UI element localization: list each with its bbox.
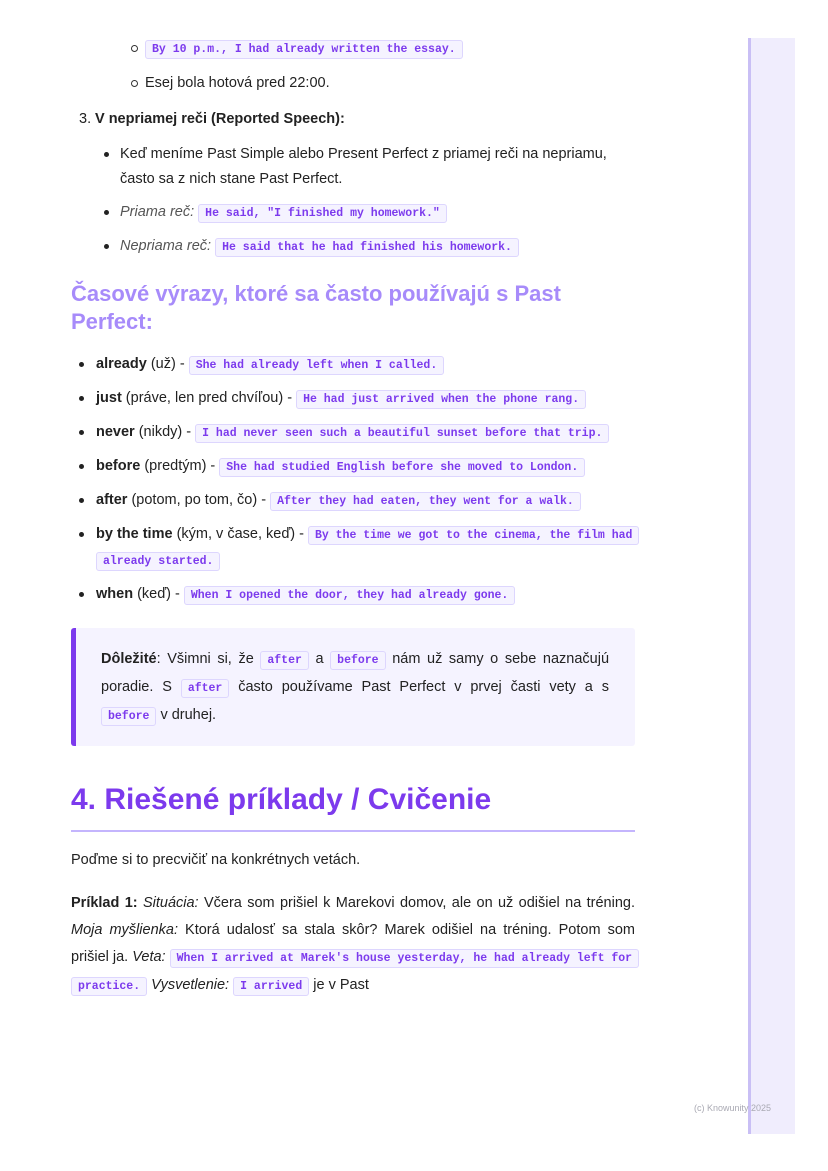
code-example: I had never seen such a beautiful sunset before that trip. [195, 424, 609, 443]
reported-speech-item [71, 107, 635, 132]
thought-text: Ktorá udalosť sa stala skôr? Marek odišiel na tréning. Potom som prišiel ja. [71, 922, 635, 965]
gloss: (predtým) - [140, 458, 220, 474]
term: already [96, 356, 147, 372]
reported-speech-list [71, 142, 635, 260]
reported-speech-heading: V nepriamej reči (Reported Speech): [95, 111, 345, 127]
code-inline: after [260, 651, 309, 670]
gloss: (keď) - [133, 586, 184, 602]
list-item [71, 454, 635, 480]
callout-text: v druhej. [156, 707, 217, 723]
code-example: By 10 p.m., I had already written the essay. [145, 40, 463, 59]
thought-label: Moja myšlienka: [71, 922, 178, 938]
code-example: She had already left when I called. [189, 356, 445, 375]
code-example: By the time we got to the cinema, the film had already started. [96, 526, 639, 571]
list-item [71, 522, 635, 574]
time-expressions-heading: Časové výrazy, ktoré sa často používajú s Past Perfect: [71, 281, 561, 334]
list-item [71, 488, 635, 514]
gloss: (práve, len pred chvíľou) - [121, 390, 297, 406]
term: before [96, 458, 141, 474]
code-example: When I opened the door, they had already gone. [184, 586, 515, 605]
code-example: When I arrived at Marek's house yesterday, he had already left for practice. [71, 949, 639, 996]
time-expressions-list [71, 352, 635, 608]
term: by the time [96, 526, 173, 542]
situation-label: Situácia: [142, 895, 199, 911]
list-item [71, 386, 635, 412]
sentence-label: Veta: [132, 949, 166, 965]
indirect-speech-label: Nepriama reč: [120, 238, 212, 254]
copyright-footer: (c) Knowunity 2025 [694, 1103, 772, 1113]
callout-label: Dôležité [101, 651, 157, 667]
list-item [71, 142, 635, 192]
code-example: He had just arrived when the phone rang. [296, 390, 586, 409]
code-example: After they had eaten, they went for a walk. [270, 492, 581, 511]
gloss: (nikdy) - [134, 424, 196, 440]
list-item [71, 234, 635, 260]
list-item [131, 71, 635, 96]
term: when [96, 586, 134, 602]
term: just [96, 390, 122, 406]
code-example: He said that he had finished his homework. [215, 238, 519, 257]
example-label: Príklad 1: [71, 895, 138, 911]
list-item [71, 582, 635, 608]
important-callout [71, 628, 635, 746]
top-example-list [131, 36, 635, 96]
term: after [96, 492, 128, 508]
code-inline: after [181, 679, 230, 698]
code-inline: I arrived [233, 977, 309, 996]
callout-text: často používame Past Perfect v prvej časti vety a s [229, 679, 609, 695]
section-intro: Poďme si to precvičiť na konkrétnych vetách. [71, 852, 361, 868]
callout-text: nám už samy o sebe naznačujú poradie. S [101, 651, 610, 695]
document-body [71, 36, 635, 1000]
code-inline: before [330, 651, 385, 670]
translation-text: Esej bola hotová pred 22:00. [145, 75, 330, 91]
gloss: (už) - [146, 356, 189, 372]
explain-label: Vysvetlenie: [151, 977, 230, 993]
list-item [71, 200, 635, 226]
item-number: 3. [79, 111, 92, 127]
list-item [131, 36, 635, 62]
callout-text: : Všimni si, že [156, 651, 261, 667]
code-example: She had studied English before she moved to London. [219, 458, 585, 477]
direct-speech-label: Priama reč: [120, 204, 195, 220]
list-item [71, 420, 635, 446]
explain-text: je v Past [309, 977, 369, 993]
situation-text: Včera som prišiel k Marekovi domov, ale on už odišiel na tréning. [198, 895, 635, 911]
gloss: (kým, v čase, keď) - [172, 526, 308, 542]
callout-text: a [308, 651, 331, 667]
list-item [71, 352, 635, 378]
explanation-text: Keď meníme Past Simple alebo Present Perfect z priamej reči na nepriamu, často sa z nich stane Past Perfect. [120, 146, 607, 187]
code-inline: before [101, 707, 156, 726]
example-paragraph [71, 890, 635, 1000]
page-sidebar [748, 38, 795, 1134]
term: never [96, 424, 135, 440]
gloss: (potom, po tom, čo) - [127, 492, 271, 508]
code-example: He said, "I finished my homework." [198, 204, 447, 223]
section-4-heading: 4. Riešené príklady / Cvičenie [71, 780, 635, 832]
